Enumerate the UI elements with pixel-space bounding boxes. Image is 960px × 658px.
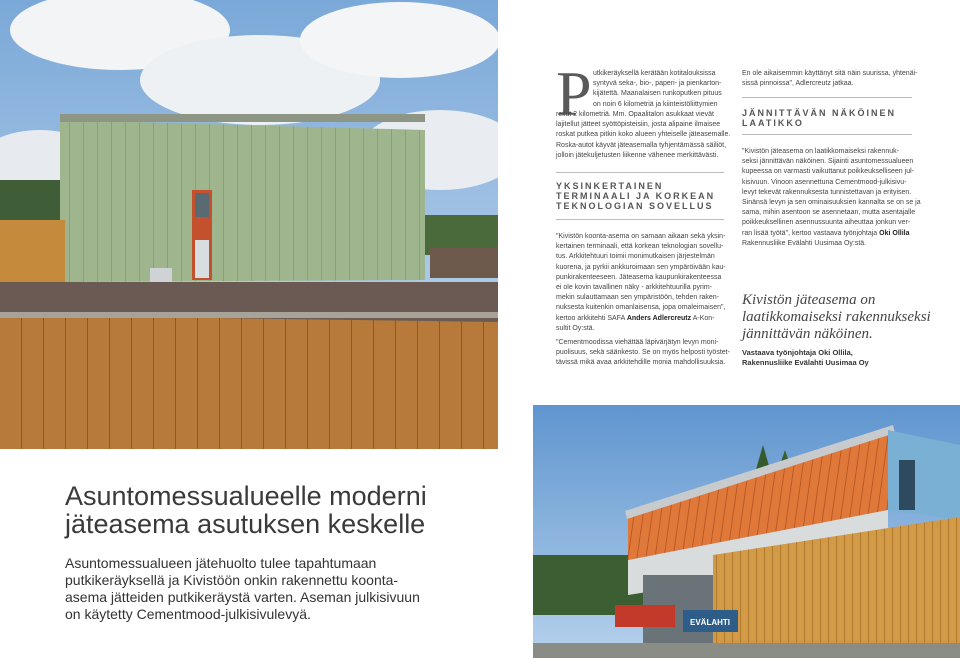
text-line: kisivuun. Vinoon asennettuna Cementmood-julkisivu- xyxy=(742,178,907,186)
text-line: "Kivistön koonta-asema on samaan aikaan sekä yksin- xyxy=(556,233,726,240)
lead-paragraph xyxy=(556,110,731,161)
text-line: levyt tekevät rakennuksesta tunnistettavan ja erityisen. xyxy=(742,188,912,196)
text-line: tävissä mikä avaa arkkitehdille monia mahdollisuuksia. xyxy=(556,359,726,367)
text-line: Rakennusliike Evälahti Uusimaa Oy:stä. xyxy=(742,239,867,247)
text-line: kertainen terminaali, että korkean teknologian sovellu- xyxy=(556,243,724,251)
divider xyxy=(556,172,724,173)
heading-line: TEKNOLOGIAN SOVELLUS xyxy=(556,201,714,211)
intro-line: asema jätteiden putkikeräystä varten. Aseman julkisivuun xyxy=(65,589,420,605)
section-heading-1 xyxy=(556,181,731,211)
text-line: "Kivistön jäteasema on laatikkomaiseksi rakennuk- xyxy=(742,148,899,155)
heading-line: YKSINKERTAINEN xyxy=(556,181,664,191)
divider xyxy=(556,219,724,220)
text-line: punkirakenteeseen. Jäteasema kaupunkirakenteessa xyxy=(556,273,722,281)
text-line: ei ole kovin tavallinen näky - arkkitehtuurilla pyrim- xyxy=(556,284,713,292)
paragraph-architect xyxy=(556,232,731,334)
article-title xyxy=(65,482,505,538)
foreman-name: Oki Ollila xyxy=(879,229,910,237)
text-line: utkikeräyksellä kerätään kotitalouksissa xyxy=(593,70,716,77)
text-line: poikkeuksellinen asennussuunta aiheuttaa jonkun ver- xyxy=(742,219,911,227)
lead-paragraph-top xyxy=(593,69,728,110)
text-line: reilut 2 kilometriä. Mm. Opaalitalon asukkaat vievät xyxy=(556,111,714,118)
intro-line: Asuntomessualueen jätehuolto tulee tapahtumaan xyxy=(65,555,377,571)
intro-line: on käytetty Cementmood-julkisivulevyä. xyxy=(65,606,311,622)
text-line: roskat putkea pitkin koko alueen yhteiselle jäteasemalle. xyxy=(556,131,731,139)
text-line: kijätettä. Maanalaisen runkoputken pituus xyxy=(593,90,722,98)
title-line: jäteasema asutuksen keskelle xyxy=(65,509,426,539)
text-span: A-Kon- xyxy=(692,314,715,322)
drop-cap: P xyxy=(556,58,592,129)
credit-line: Vastaava työnjohtaja Oki Ollila, xyxy=(742,348,853,357)
paragraph-cementmood xyxy=(556,338,731,369)
heading-line: LAATIKKO xyxy=(742,118,804,128)
text-line xyxy=(742,229,922,239)
text-line: on noin 6 kilometriä ja kiinteistöliittymien xyxy=(593,100,718,108)
divider xyxy=(742,134,912,135)
text-line xyxy=(556,314,731,324)
divider xyxy=(742,97,912,98)
article-intro xyxy=(65,555,505,623)
text-line: kuorena, ja pyrkii ankkuroimaan sen ympäröivään kau- xyxy=(556,263,726,271)
credit-line: Rakennusliike Evälahti Uusimaa Oy xyxy=(742,358,869,367)
building-photo-orange xyxy=(533,405,960,658)
text-line: nuksesta kuitenkin omanlaisensa, jopa omaleimaisen", xyxy=(556,304,726,312)
text-span: ran lisää työtä", kertoo vastaava työnjohtaja xyxy=(742,229,878,237)
text-line: mekin sulauttamaan sen ympäristöön, tehden raken- xyxy=(556,294,720,302)
text-line: jolloin jätekuljetusten liikenne vähenee merkittävästi. xyxy=(556,151,719,159)
section-heading-2 xyxy=(742,108,922,128)
text-line: En ole aikaisemmin käyttänyt sitä näin suurissa, yhtenäi- xyxy=(742,70,918,77)
intro-line: putkikeräyksellä ja Kivistöön onkin rakennettu koonta- xyxy=(65,572,399,588)
text-line: lajitellut jätteet syöttöpisteisiin, josta alipaine ilmaisee xyxy=(556,121,721,129)
heading-line: TERMINAALI JA KORKEAN xyxy=(556,191,716,201)
text-line: syntyvä seka-, bio-, paperi- ja pienkarton- xyxy=(593,80,722,88)
text-line: seksi jännittävän näköinen. Sijainti asuntomessualueen xyxy=(742,158,914,166)
text-line: sissä pinnoissa", Adlercreutz jatkaa. xyxy=(742,80,854,88)
text-line: kupeessa on varmasti vaikuttanut poikkeukselliseen jul- xyxy=(742,168,914,176)
title-line: Asuntomessualueelle moderni xyxy=(65,481,427,511)
quote-line: jännittävän näköinen. xyxy=(742,326,873,342)
text-line: puolisuus, sekä säänkesto. Se on myös helposti työstet- xyxy=(556,349,730,357)
text-line: sultit Oy:stä. xyxy=(556,324,595,332)
pull-quote xyxy=(742,292,952,343)
quote-line: Kivistön jäteasema on xyxy=(742,292,876,308)
text-line: tus. Arkkitehtuuri toimii monimutkaisen järjestelmän xyxy=(556,253,715,261)
text-line: "Cementmoodissa viehättää läpivärjätyn levyn moni- xyxy=(556,339,719,346)
company-sign: EVÄLAHTI xyxy=(690,618,730,627)
quote-credit xyxy=(742,348,952,368)
text-span: kertoo arkkitehti SAFA xyxy=(556,314,625,322)
text-line: Roska-autot käyvät jäteasemalla tyhjentämässä säiliöt, xyxy=(556,141,727,149)
building-photo-green xyxy=(0,0,498,449)
paragraph-continued xyxy=(742,69,922,89)
quote-line: laatikkomaiseksi rakennukseksi xyxy=(742,309,931,325)
text-line: sama, mihin asentoon se asennetaan, mutta asentajalle xyxy=(742,209,916,217)
architect-name: Anders Adlercreutz xyxy=(626,314,692,322)
text-line: Sinänsä levyn ja sen ominaisuuksien kannalta se on se ja xyxy=(742,199,921,207)
heading-line: JÄNNITTÄVÄN NÄKÖINEN xyxy=(742,108,897,118)
paragraph-foreman xyxy=(742,147,922,249)
